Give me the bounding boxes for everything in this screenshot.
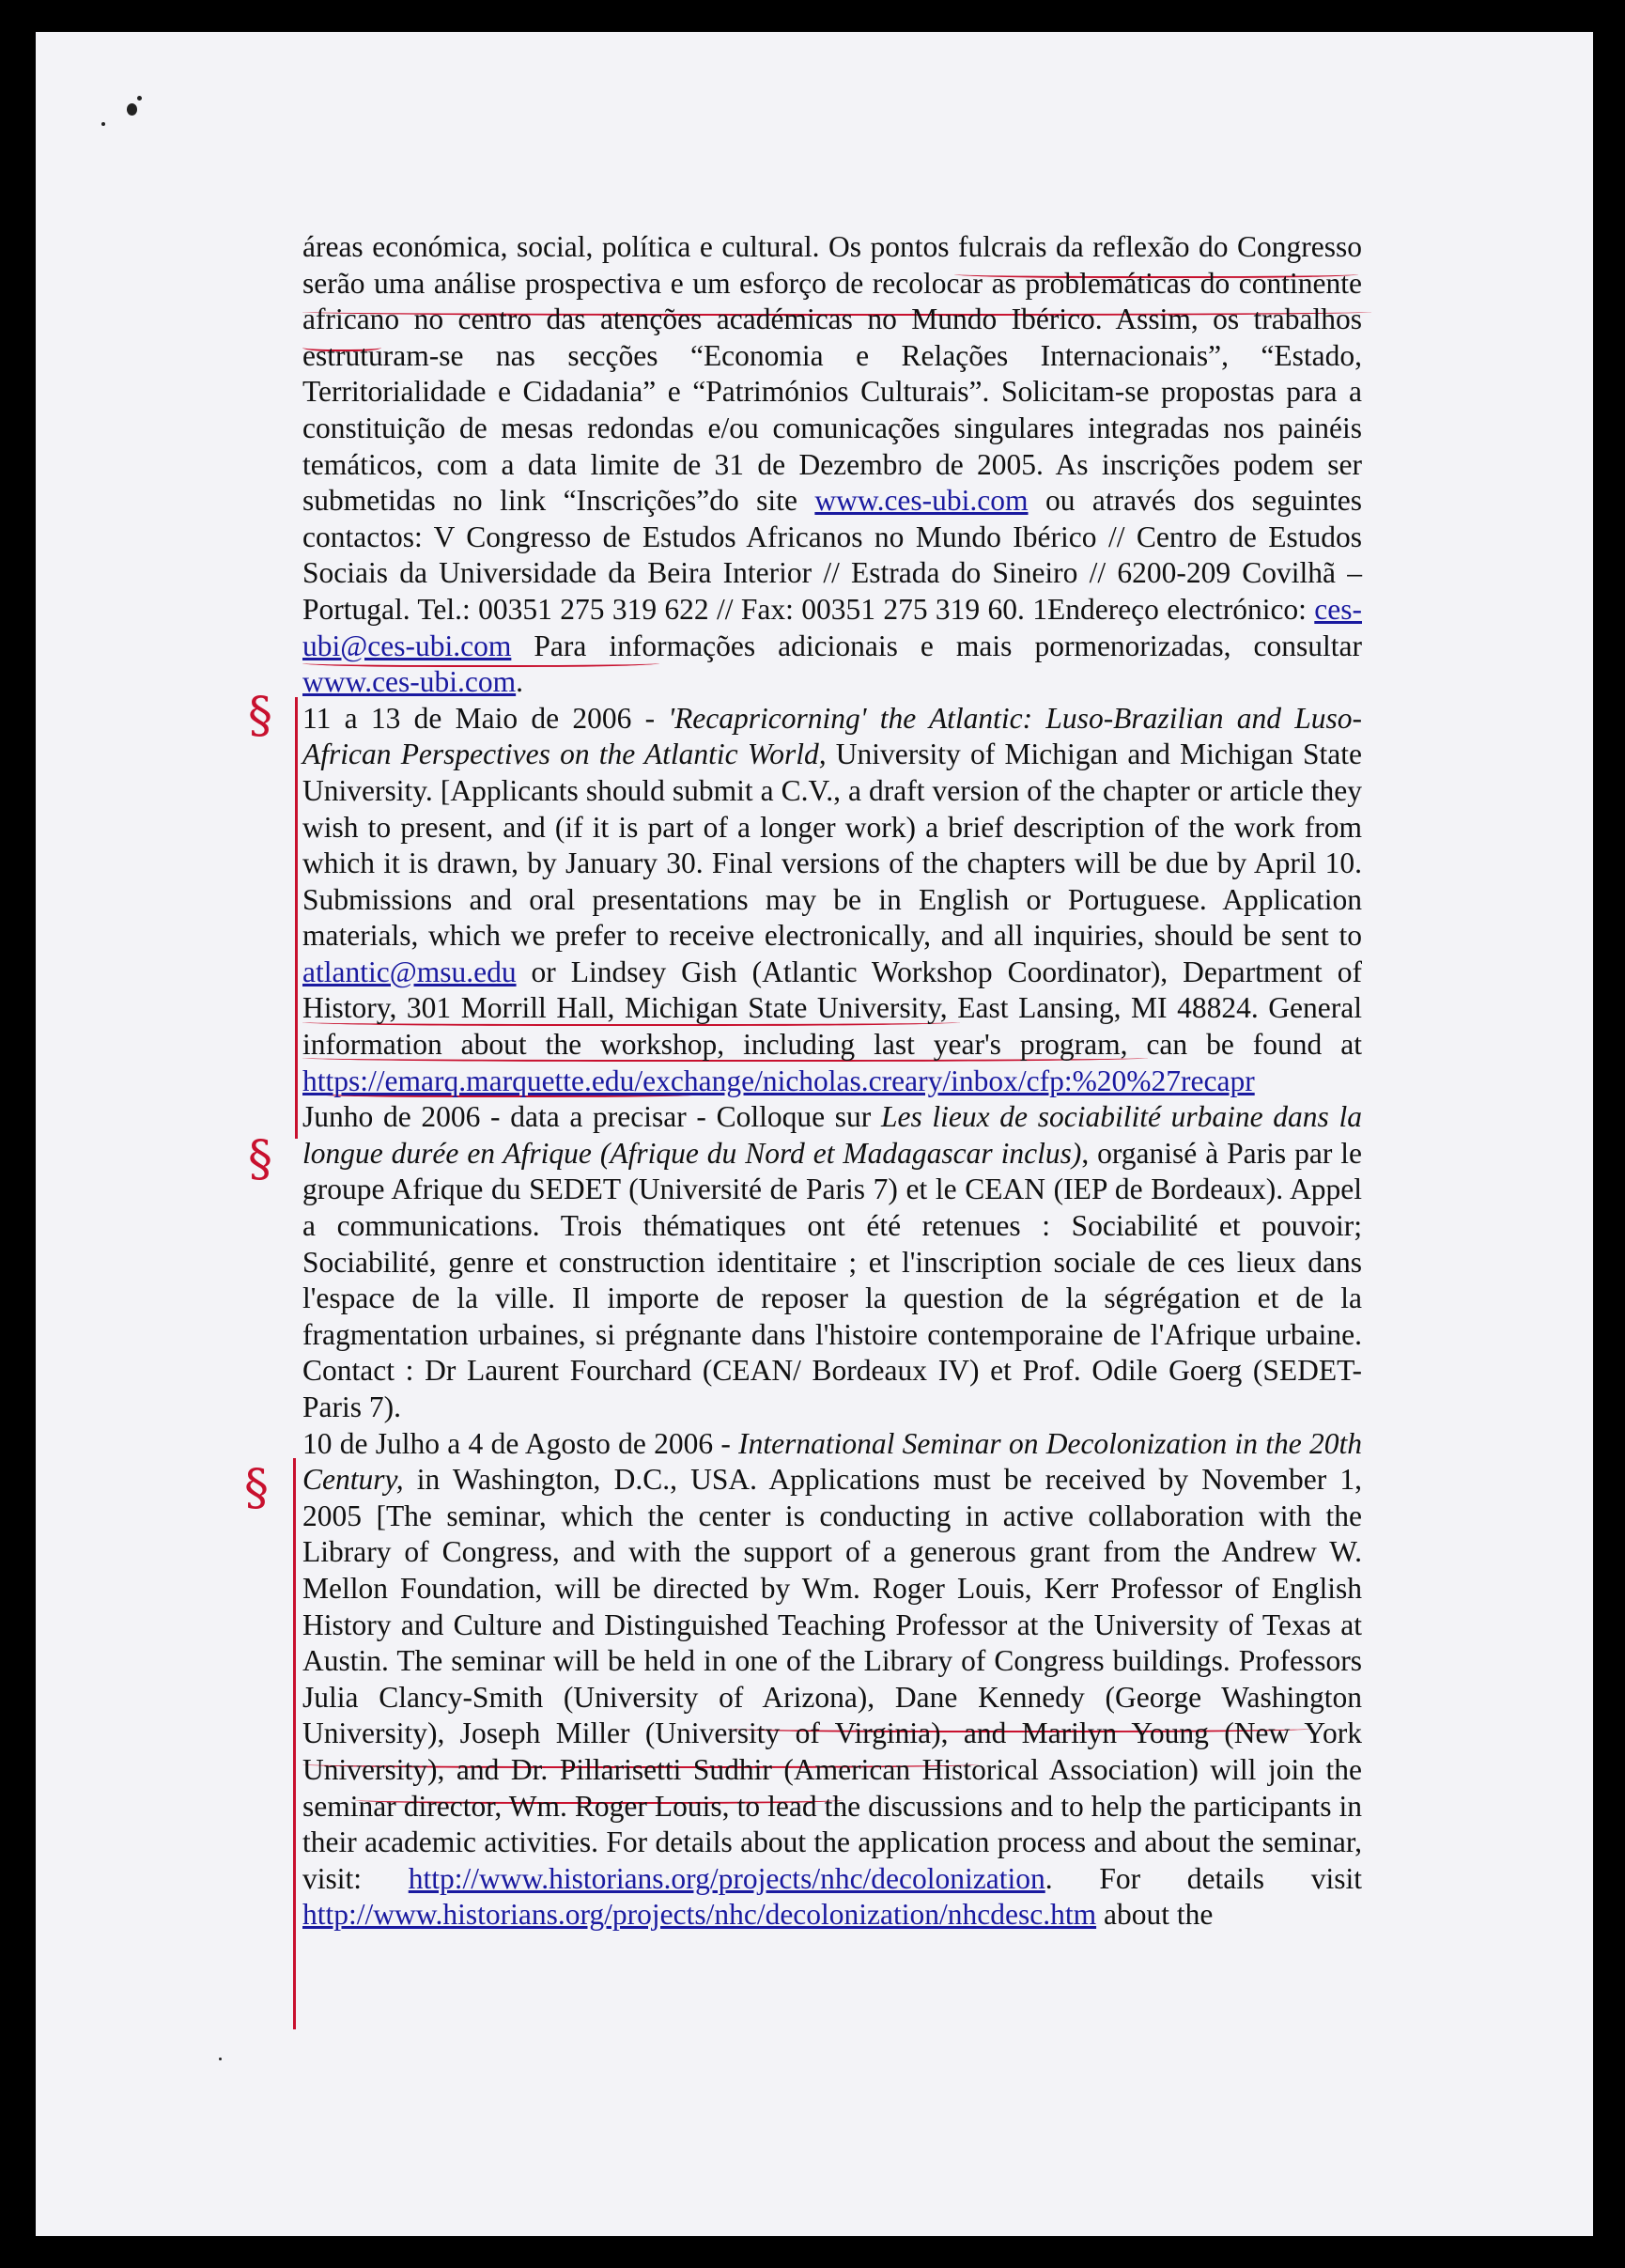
margin-bracket-line: [295, 697, 298, 1139]
ink-speck: [127, 103, 137, 116]
section-mark-annotation: §: [248, 688, 272, 744]
hyperlink[interactable]: http://www.historians.org/projects/nhc/decolonization/nhcdesc.htm: [302, 1898, 1097, 1932]
text-run: 11 a 13 de Maio de 2006 -: [302, 701, 669, 735]
margin-bracket-line: [293, 1458, 296, 2029]
text-run: .: [516, 665, 524, 699]
paragraph: [302, 1426, 1362, 1934]
italic-title: Les lieux de sociabilité urbaine dans la longue durée en Afrique (Afrique du Nord et Madagascar inclus): [302, 1100, 1363, 1170]
paragraph: [302, 1099, 1362, 1425]
italic-title: 'Recapricorning' the Atlantic: Luso-Brazilian and Luso-African Perspectives on the Atlantic World,: [302, 701, 1362, 771]
hyperlink[interactable]: http://www.historians.org/projects/nhc/decolonization: [408, 1861, 1045, 1895]
text-run: University of Michigan and Michigan State University. [Applicants should submit a C.V., a draft version of the chapter or article they wish to present, and (if it is part of a longer work) a brief description of the work from which it is drawn, by January 30. Final versions of the chapters will be due by April 10. Submissions and oral presentations may be in English or Portuguese. Application materials, which we prefer to receive electronically, and all inquiries, should be sent to: [302, 738, 1362, 953]
text-run: Para informações adicionais e mais pormenorizadas, consultar: [511, 629, 1362, 662]
section-mark-annotation: §: [248, 1131, 272, 1188]
hyperlink[interactable]: ces-ubi@ces-ubi.com: [302, 592, 1362, 662]
document-body: [302, 229, 1362, 1934]
text-run: , organisé à Paris par le groupe Afrique du SEDET (Université de Paris 7) et le CEAN (IEP de Bordeaux). Appel a communications. Trois thématiques ont été retenues : Sociabilité et pouvoir; Sociabilité, genre et construction identitaire ; et l'inscription sociale de ces lieux dans l'espace de la ville. Il importe de reposer la question de la ségrégation et de la fragmentation urbaines, si prégnante dans l'histoire contemporaine de l'Afrique urbaine. Contact : Dr Laurent Fourchard (CEAN/ Bordeaux IV) et Prof. Odile Goerg (SEDET-Paris 7).: [302, 1136, 1362, 1423]
text-run: or Lindsey Gish (Atlantic Workshop Coordinator), Department of History, 301 Morrill Hall, Michigan State University, East Lansing, MI 48824. General information about the workshop, including last year's program, can be found at: [302, 955, 1362, 1062]
hyperlink[interactable]: https://emarq.marquette.edu/exchange/nicholas.creary/inbox/cfp:%20%27recapr: [302, 1064, 1255, 1097]
hyperlink[interactable]: www.ces-ubi.com: [814, 484, 1029, 518]
text-run: about the: [1096, 1898, 1214, 1932]
hyperlink[interactable]: atlantic@msu.edu: [302, 955, 517, 988]
text-run: ou através dos seguintes contactos: V Congresso de Estudos Africanos no Mundo Ibérico // Centro de Estudos Sociais da Universidade da Beira Interior // Estrada do Sineiro // 6200-209 Covilhã – Portugal. Tel.: 00351 275 319 622 // Fax: 00351 275 319 60. 1Endereço electrónico:: [302, 484, 1363, 626]
italic-title: International Seminar on Decolonization in the 20th Century,: [302, 1426, 1362, 1497]
ink-speck: [101, 122, 105, 126]
text-run: áreas económica, social, política e cultural. Os pontos fulcrais da reflexão do Congresso serão uma análise prospectiva e um esforço de recolocar as problemáticas do continente africano no centro das atenções académicas no Mundo Ibérico. Assim, os trabalhos estruturam-se nas secções “Economia e Relações Internacionais”, “Estado, Territorialidade e Cidadania” e “Patrimónios Culturais”. Solicitam-se propostas para a constituição de mesas redondas e/ou comunicações singulares integradas nos painéis temáticos, com a data limite de 31 de Dezembro de 2005. As inscrições podem ser submetidas no link “Inscrições”do site: [302, 230, 1362, 518]
ink-speck: [137, 96, 142, 101]
text-run: Junho de 2006 - data a precisar - Colloque sur: [302, 1100, 881, 1134]
text-run: . For details visit: [1045, 1861, 1363, 1895]
ink-speck: [219, 2058, 222, 2060]
text-run: in Washington, D.C., USA. Applications must be received by November 1, 2005 [The seminar, which the center is conducting in active collaboration with the Library of Congress, and with the support of a generous grant from the Andrew W. Mellon Foundation, will be directed by Wm. Roger Louis, Kerr Professor of English History and Culture and Distinguished Teaching Professor at the University of Texas at Austin. The seminar will be held in one of the Library of Congress buildings. Professors Julia Clancy-Smith (University of Arizona), Dane Kennedy (George Washington University), Joseph Miller (University of Virginia), and Marilyn Young (New York University), and Dr. Pillarisetti Sudhir (American Historical Association) will join the seminar director, Wm. Roger Louis, to lead the discussions and to help the participants in their academic activities. For details about the application process and about the seminar, visit:: [302, 1463, 1362, 1895]
paragraph: [302, 701, 1362, 1100]
paragraph: [302, 229, 1362, 701]
section-mark-annotation: §: [244, 1460, 269, 1516]
hyperlink[interactable]: www.ces-ubi.com: [302, 665, 517, 699]
text-run: 10 de Julho a 4 de Agosto de 2006 -: [302, 1426, 739, 1460]
